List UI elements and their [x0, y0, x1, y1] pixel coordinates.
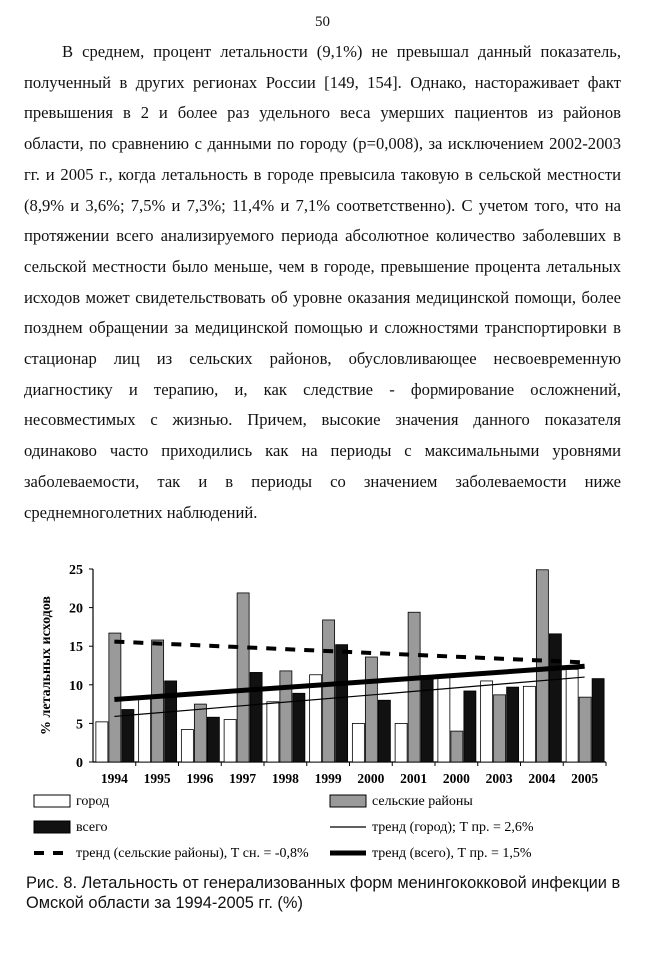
bar-rural [194, 704, 206, 762]
y-tick-label: 5 [76, 717, 83, 733]
bar-rural [365, 657, 377, 762]
chart-bars [96, 570, 604, 762]
bar-city [181, 730, 193, 762]
x-tick-label: 1994 [100, 771, 128, 786]
legend-total-label: всего [76, 820, 108, 835]
y-tick-label: 20 [69, 601, 83, 617]
y-axis-label: % летальных исходов [39, 596, 54, 735]
bar-total [250, 672, 262, 762]
legend-trend-total-label: тренд (всего), Т пр. = 1,5% [372, 846, 532, 861]
trend-line-dashed [114, 642, 584, 663]
x-tick-label: 2000 [357, 771, 385, 786]
x-tick-label: 1999 [314, 771, 342, 786]
bar-city [139, 697, 151, 762]
legend-rural-label: сельские районы [372, 794, 473, 809]
bar-rural [237, 593, 249, 762]
y-tick-label: 10 [69, 678, 83, 694]
bar-total [421, 676, 433, 762]
y-tick-label: 25 [69, 563, 83, 578]
legend-city-label: город [76, 794, 110, 809]
x-tick-label: 2000 [442, 771, 470, 786]
x-tick-label: 2003 [485, 771, 513, 786]
x-tick-label: 2005 [571, 771, 599, 786]
lethality-chart [0, 555, 645, 870]
bar-total [549, 634, 561, 762]
bar-city [352, 723, 364, 762]
bar-city [96, 722, 108, 762]
bar-rural [536, 570, 548, 762]
bar-rural [579, 697, 591, 762]
y-tick-label: 0 [76, 756, 83, 771]
bar-city [481, 681, 493, 762]
bar-total [507, 687, 519, 762]
bar-total [378, 700, 390, 762]
chart-legend [34, 794, 534, 861]
bar-total [592, 679, 604, 762]
bar-rural [152, 640, 164, 762]
x-tick-label: 1995 [143, 771, 171, 786]
bar-city [395, 723, 407, 762]
bar-city [267, 702, 279, 762]
legend-rural-swatch [330, 795, 366, 807]
bar-total [207, 717, 219, 762]
y-tick-label: 15 [69, 640, 83, 656]
bar-rural [494, 695, 506, 762]
legend-trend-city-label: тренд (город); Т пр. = 2,6% [372, 820, 534, 835]
bar-city [224, 720, 236, 762]
bar-rural [323, 620, 335, 762]
x-tick-label: 2001 [400, 771, 428, 786]
x-tick-label: 1998 [271, 771, 299, 786]
legend-city-swatch [34, 795, 70, 807]
bar-total [122, 710, 134, 762]
bar-total [293, 693, 305, 762]
bar-city [523, 686, 535, 762]
legend-trend-rural-label: тренд (сельские районы), Т сн. = -0,8% [76, 846, 309, 861]
body-paragraph: В среднем, процент летальности (9,1%) не превышал данный показатель, полученный в других регионах России [149, 154]. Однако, настораживает факт превышения в 2 и более раз удельного веса умерших пациентов из районов области, по сравнению с данными по городу (p=0,008), за исключением 2002-2003 гг. и 2005 г., когда летальность в городе превысила таковую в сельской местности (8,9% и 3,6%; 7,5% и 7,3%; 11,4% и 7,1% соответственно). С учетом того, что на протяжении всего анализируемого периода абсолютное количество заболевших в сельской местности было меньше, чем в городе, превышение процента летальных исходов может свидетельствовать об уровне оказания медицинской помощи, более позднем обращении за медицинской помощью и сложностями транспортировки в стационар лиц из сельских районов, обусловливающее несвоевременную диагностику и терапию, и, как следствие - формирование осложнений, несовместимых с жизнью. Причем, высокие значения данного показателя одинаково часто приходились как на периоды с максимальными уровнями заболеваемости, так и в периоды со значением заболеваемости ниже среднемноголетних наблюдений. [24, 42, 621, 522]
bar-total [336, 645, 348, 762]
legend-total-swatch [34, 821, 70, 833]
bar-rural [408, 612, 420, 762]
x-tick-label: 1997 [229, 771, 257, 786]
page-number: 50 [315, 14, 330, 30]
figure-caption: Рис. 8. Летальность от генерализованных форм менингококковой инфекции в Омской области за 1994-2005 гг. (%) [26, 874, 621, 912]
bar-rural [451, 731, 463, 762]
bar-total [464, 691, 476, 762]
x-tick-label: 2004 [528, 771, 556, 786]
x-tick-label: 1996 [186, 771, 214, 786]
bar-city [566, 669, 578, 762]
